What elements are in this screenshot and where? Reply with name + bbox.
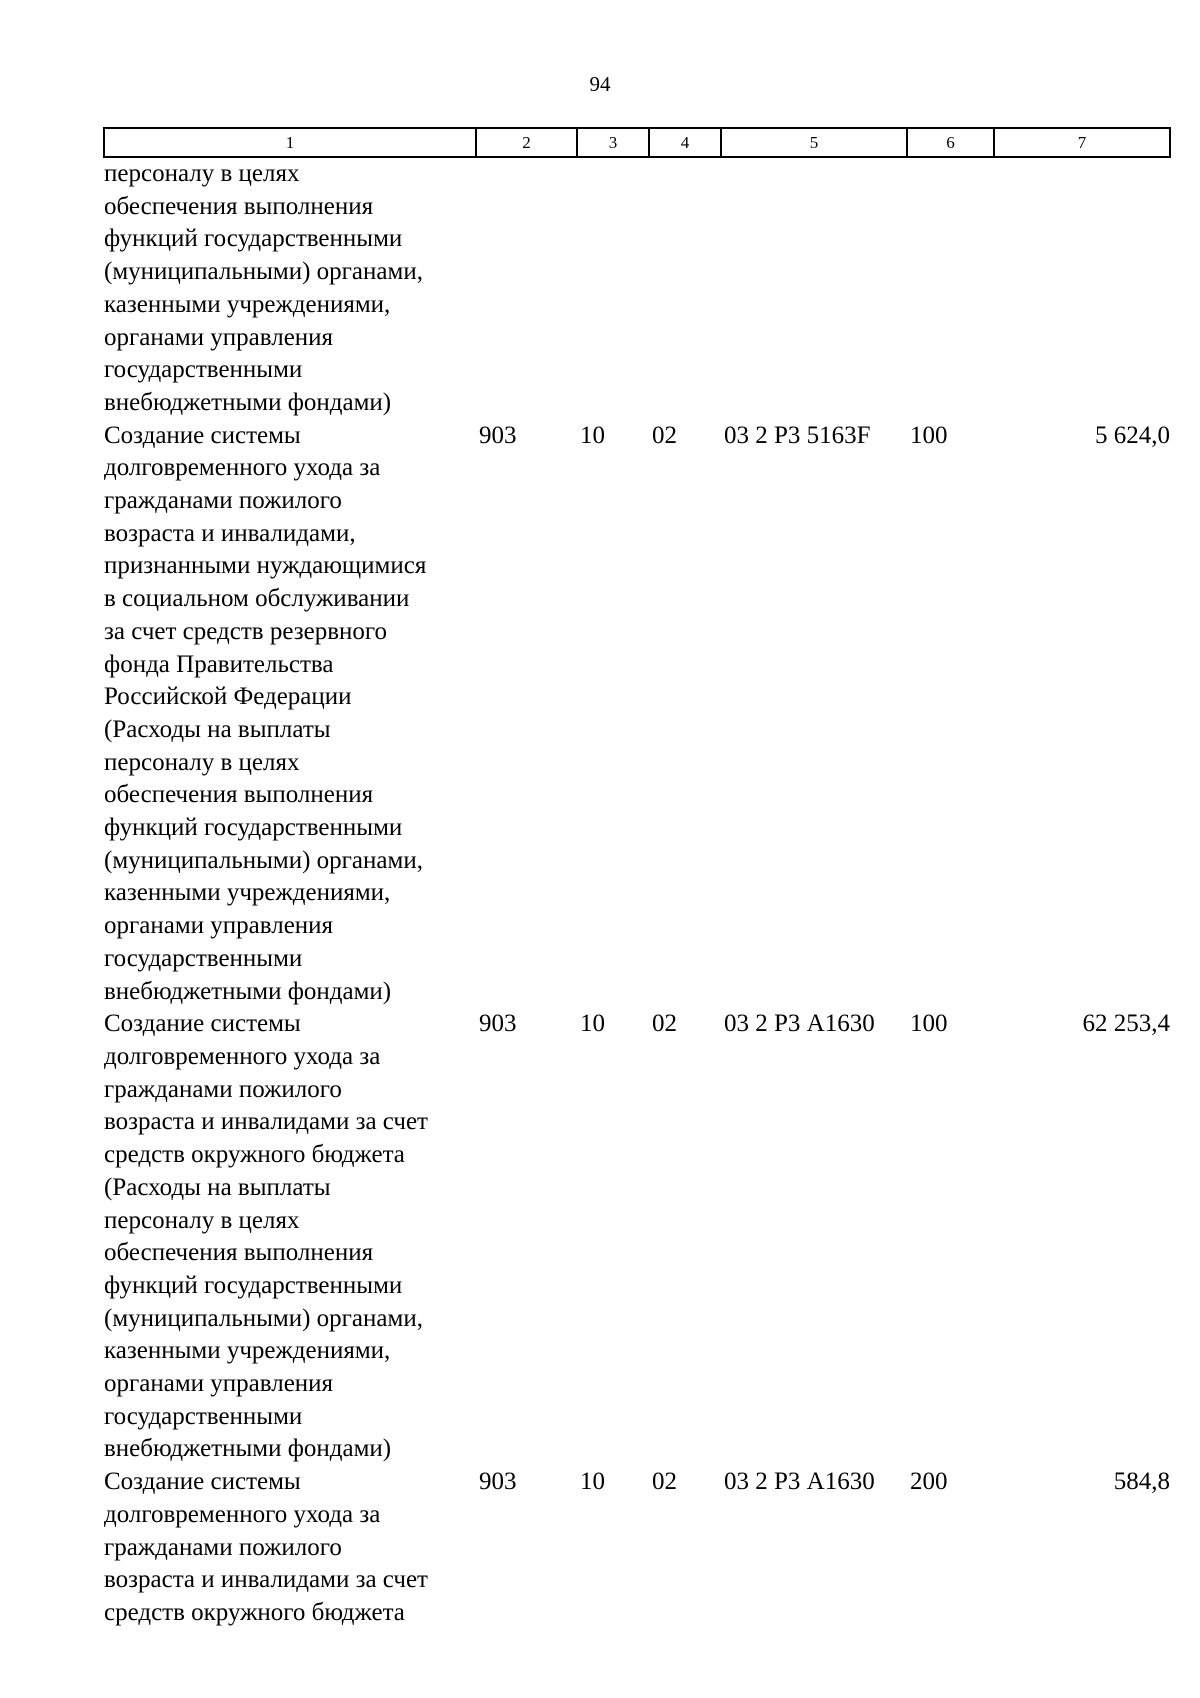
row-description: персоналу в целях обеспечения выполнения функций государственными (муниципальными) органами, казенными учреждениями, органами управления государственными внебюджетными фондами) — [104, 160, 423, 416]
column-header: 7 — [994, 128, 1170, 157]
row-ministry-code: 903 — [479, 421, 517, 449]
row-target-article — [721, 157, 907, 420]
row-target-article: 03 2 Р3 5163F — [724, 421, 871, 449]
row-amount: 5 624,0 — [1095, 421, 1170, 449]
row-ministry-code: 903 — [479, 1010, 517, 1038]
column-header: 4 — [649, 128, 721, 157]
row-description: Создание системы долговременного ухода за гражданами пожилого возраста и инвалидами за счет средств окружного бюджета (Расходы на выплаты персоналу в целях обеспечения выполнения функций государственными (муниципальными) органами, казенными учреждениями, органами управления государственными внебюджетными фондами) — [104, 1010, 428, 1463]
row-ministry-code: 903 — [479, 1468, 517, 1496]
column-header: 1 — [104, 128, 476, 157]
column-header: 2 — [476, 128, 577, 157]
row-description: Создание системы долговременного ухода за гражданами пожилого возраста и инвалидами за счет средств окружного бюджета — [104, 1468, 428, 1626]
row-amount: 584,8 — [1113, 1468, 1170, 1496]
row-expense-type: 200 — [910, 1468, 948, 1496]
row-section-code: 10 — [580, 421, 605, 449]
row-amount — [994, 157, 1170, 420]
row-ministry-code — [476, 157, 577, 420]
row-subsection-code: 02 — [652, 1468, 677, 1496]
row-expense-type: 100 — [910, 1010, 948, 1038]
row-section-code: 10 — [580, 1010, 605, 1038]
row-subsection-code: 02 — [652, 421, 677, 449]
row-target-article: 03 2 Р3 А1630 — [724, 1010, 875, 1038]
table-row — [104, 420, 1170, 1009]
budget-table — [103, 127, 1171, 1630]
row-subsection-code — [649, 157, 721, 420]
row-subsection-code: 02 — [652, 1010, 677, 1038]
column-number-header-row — [104, 128, 1170, 157]
row-expense-type — [907, 157, 994, 420]
column-header: 3 — [577, 128, 649, 157]
column-header: 5 — [721, 128, 907, 157]
row-expense-type: 100 — [910, 421, 948, 449]
row-section-code — [577, 157, 649, 420]
table-row — [104, 1466, 1170, 1630]
table-row — [104, 1008, 1170, 1466]
row-amount: 62 253,4 — [1082, 1010, 1170, 1038]
page-number: 94 — [589, 72, 611, 96]
row-description: Создание системы долговременного ухода за гражданами пожилого возраста и инвалидами, признанными нуждающимися в социальном обслуживании за счет средств резервного фонда Правительства Российской Федерации (Расходы на выплаты персоналу в целях обеспечения выполнения функций государственными (муниципальными) органами, казенными учреждениями, органами управления государственными внебюджетными фондами) — [104, 421, 427, 1005]
table-row — [104, 157, 1170, 420]
column-header: 6 — [907, 128, 994, 157]
row-section-code: 10 — [580, 1468, 605, 1496]
row-target-article: 03 2 Р3 А1630 — [724, 1468, 875, 1496]
